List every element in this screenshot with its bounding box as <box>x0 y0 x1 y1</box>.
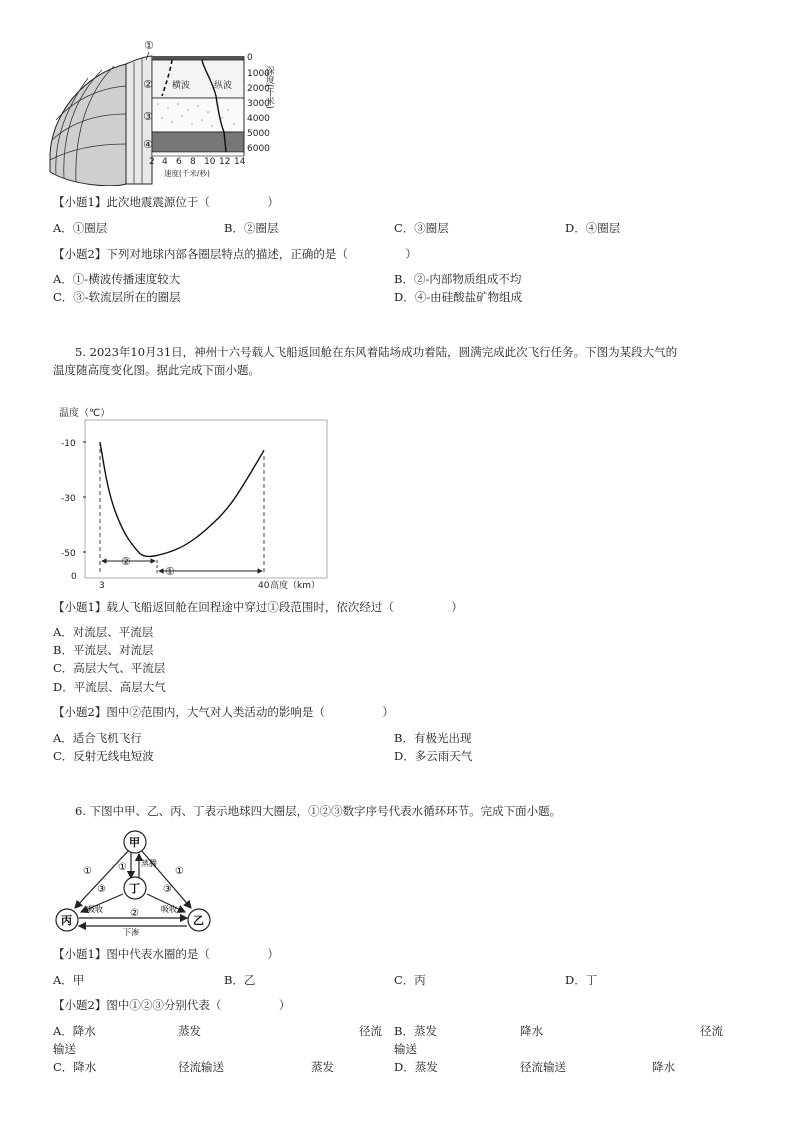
q4-sub1-option-b[interactable]: B．②圈层 <box>224 221 279 235</box>
speed-tick: 10 <box>204 157 216 167</box>
speed-tick: 14 <box>234 157 246 167</box>
q6-sub1-option-a[interactable]: A．甲 <box>53 973 85 987</box>
num-2: ② <box>130 908 139 919</box>
q6-sub2-b-item1: B．蒸发 <box>394 1024 437 1038</box>
node-yi: 乙 <box>193 914 204 927</box>
q4-sub2-option-a[interactable]: A．①-横波传播速度较大 <box>53 272 181 286</box>
node-ding: 丁 <box>129 882 140 895</box>
wave-label-s: 横波 <box>172 81 191 91</box>
q6-sub2-a-item2: 蒸发 <box>178 1024 201 1038</box>
temperature-altitude-chart <box>53 402 343 592</box>
q6-sub2-c-item3: 蒸发 <box>311 1060 334 1074</box>
q4-sub2-option-d[interactable]: D．④-由硅酸盐矿物组成 <box>394 290 523 304</box>
q6-sub2-a-item1: A．降水 <box>53 1024 96 1038</box>
q6-sub1-option-c[interactable]: C．丙 <box>394 973 426 987</box>
earth-interior-figure <box>44 36 274 186</box>
num-1-left: ① <box>83 866 92 877</box>
q4-sub2-option-b[interactable]: B．②-内部物质组成不均 <box>394 272 522 286</box>
q4-sub2-option-c[interactable]: C．③-软流层所在的圈层 <box>53 290 181 304</box>
layer-label-1: ① <box>144 39 154 52</box>
q6-sub1-option-d[interactable]: D．丁 <box>565 973 598 987</box>
q6-sub2-a-item4: 输送 <box>53 1042 76 1056</box>
q6-intro: 6. 下图中甲、乙、丙、丁表示地球四大圈层，①②③数字序号代表水循环环节。完成下面小题。 <box>75 804 562 818</box>
segment-label-1: ① <box>165 565 175 578</box>
y-tick-0: 0 <box>71 572 77 582</box>
segment-label-2: ② <box>121 555 131 568</box>
q4-sub1-option-c[interactable]: C．③圈层 <box>394 221 449 235</box>
q5-sub2-option-c[interactable]: C．反射无线电短波 <box>53 749 154 763</box>
q5-sub1-option-a[interactable]: A．对流层、平流层 <box>53 625 154 639</box>
x-tick-40: 40 <box>258 581 270 591</box>
q6-sub1-stem: 【小题1】图中代表水圈的是（ ） <box>53 947 279 961</box>
y-axis-title: 温度（℃） <box>59 408 111 419</box>
depth-axis-label: 深度(千米) <box>264 66 274 110</box>
edge-label-absorb-left: 吸收 <box>87 905 103 914</box>
layer-label-3: ③ <box>143 110 153 123</box>
q6-sub1-option-b[interactable]: B．乙 <box>224 973 256 987</box>
water-cycle-diagram <box>53 828 213 938</box>
x-tick-3: 3 <box>99 581 105 591</box>
x-axis-title: 高度（km） <box>270 581 320 591</box>
q5-intro-line2: 温度随高度变化图。据此完成下面小题。 <box>53 363 260 377</box>
speed-tick: 4 <box>162 157 168 167</box>
depth-tick: 6000 <box>247 144 270 154</box>
q5-sub1-option-c[interactable]: C．高层大气、平流层 <box>53 661 166 675</box>
wave-label-p: 纵波 <box>214 81 233 91</box>
q4-sub1-option-d[interactable]: D．④圈层 <box>565 221 621 235</box>
q6-sub2-stem: 【小题2】图中①②③分别代表（ ） <box>53 998 291 1012</box>
num-1-right: ① <box>175 866 184 877</box>
speed-tick: 12 <box>219 157 231 167</box>
layer-label-4: ④ <box>143 138 153 151</box>
q6-sub2-d-item2: 径流输送 <box>520 1060 566 1074</box>
q6-sub2-b-item4: 输送 <box>394 1042 417 1056</box>
y-tick-neg30: -30 <box>61 494 76 504</box>
y-tick-neg10: -10 <box>61 439 76 449</box>
depth-tick: 0 <box>247 53 253 63</box>
q6-sub2-a-item3: 径流 <box>359 1024 382 1038</box>
q5-intro-line1: 5. 2023年10月31日，神州十六号载人飞船返回舱在东风着陆场成功着陆，圆满完成此次飞行任务。下图为某段大气的 <box>75 345 678 359</box>
q5-sub1-stem: 【小题1】载人飞船返回舱在回程途中穿过①段范围时，依次经过（ ） <box>53 600 463 614</box>
q6-sub2-b-item2: 降水 <box>520 1024 543 1038</box>
q6-sub2-d-item1: D．蒸发 <box>394 1060 438 1074</box>
q4-sub1-stem: 【小题1】此次地震震源位于（ ） <box>53 195 279 209</box>
depth-tick: 5000 <box>247 129 270 139</box>
q5-sub2-option-d[interactable]: D．多云雨天气 <box>394 749 473 763</box>
q4-sub1-option-a[interactable]: A．①圈层 <box>53 221 108 235</box>
edge-label-transpiration: 蒸腾 <box>141 859 157 868</box>
q5-sub2-option-b[interactable]: B．有极光出现 <box>394 731 472 745</box>
speed-tick: 8 <box>190 157 196 167</box>
q6-sub2-c-item1: C．降水 <box>53 1060 97 1074</box>
q5-sub1-option-d[interactable]: D．平流层、高层大气 <box>53 680 166 694</box>
q5-sub2-stem: 【小题2】图中②范围内，大气对人类活动的影响是（ ） <box>53 705 394 719</box>
y-tick-neg50: -50 <box>61 549 76 559</box>
q5-sub2-option-a[interactable]: A．适合飞机飞行 <box>53 731 142 745</box>
q5-sub1-option-b[interactable]: B．平流层、对流层 <box>53 643 154 657</box>
speed-tick: 2 <box>149 157 155 167</box>
edge-label-infiltration: 下渗 <box>123 928 139 937</box>
depth-tick: 4000 <box>247 114 270 124</box>
depth-tick: 3000 <box>247 99 270 109</box>
node-bing: 丙 <box>61 914 72 927</box>
layer-label-2: ② <box>143 78 153 91</box>
num-3-right: ③ <box>163 884 172 895</box>
depth-tick: 1000 <box>247 69 270 79</box>
speed-tick: 6 <box>176 157 182 167</box>
node-jia: 甲 <box>129 836 140 849</box>
depth-tick: 2000 <box>247 84 270 94</box>
num-3-left: ③ <box>97 884 106 895</box>
q6-sub2-b-item3: 径流 <box>700 1024 723 1038</box>
q4-sub2-stem: 【小题2】下列对地球内部各圈层特点的描述，正确的是（ ） <box>53 247 417 261</box>
q6-sub2-c-item2: 径流输送 <box>178 1060 224 1074</box>
edge-label-absorb-right: 吸收 <box>161 905 177 914</box>
num-1-center: ① <box>118 862 127 873</box>
q6-sub2-d-item3: 降水 <box>652 1060 675 1074</box>
speed-axis-label: 速度(千米/秒) <box>164 169 210 178</box>
